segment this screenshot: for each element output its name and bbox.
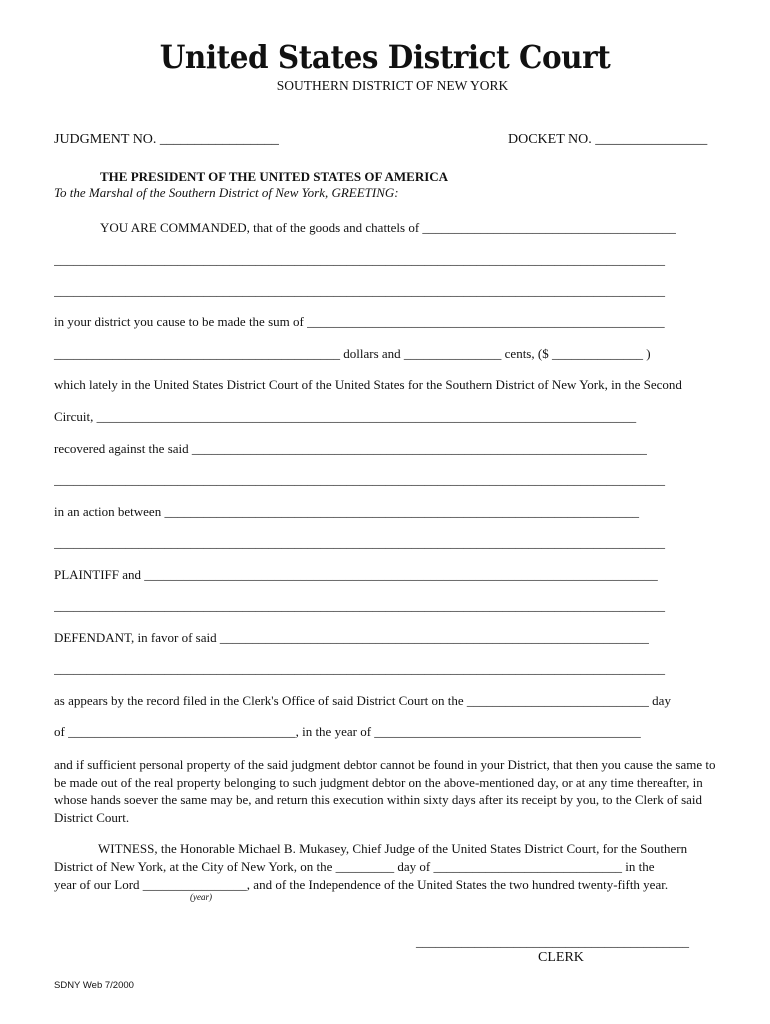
circuit-line[interactable]: Circuit, ___________________________________________________________________________________ <box>54 409 637 424</box>
president-heading: THE PRESIDENT OF THE UNITED STATES OF AMERICA <box>100 169 449 184</box>
action-between-line[interactable]: in an action between _________________________________________________________________________ <box>54 504 639 519</box>
sufficient-property-paragraph: and if sufficient personal property of the said judgment debtor cannot be found in your District, that then you cause the same to be made out of the real property belonging to such judgment debtor on the above-mentioned day, or at any time thereafter, in whose hands soever the same may be, and return this execution within sixty days after its receipt by you, to the Clerk of said District Court. <box>54 757 716 825</box>
blank-line-4[interactable]: ______________________________________________________________________________________________ <box>54 535 665 550</box>
blank-line-3[interactable]: ______________________________________________________________________________________________ <box>54 472 665 487</box>
plaintiff-line[interactable]: PLAINTIFF and _______________________________________________________________________________ <box>54 567 658 582</box>
witness-line-2[interactable]: District of New York, at the City of New York, on the _________ day of _____________________________ in the <box>54 859 655 874</box>
court-title: United States District Court <box>159 38 611 76</box>
judgment-number-field[interactable]: JUDGMENT NO. _________________ <box>54 132 279 147</box>
blank-line-1[interactable]: ______________________________________________________________________________________________ <box>54 252 665 267</box>
district-name: SOUTHERN DISTRICT OF NEW YORK <box>276 78 509 93</box>
marshal-greeting: To the Marshal of the Southern District of New York, GREETING: <box>54 185 399 200</box>
docket-number-field[interactable]: DOCKET NO. ________________ <box>508 132 708 147</box>
witness-line-1: WITNESS, the Honorable Michael B. Mukasey, Chief Judge of the United States District Court, for the Southern <box>98 841 688 856</box>
year-caption: (year) <box>190 892 212 902</box>
sum-line[interactable]: in your district you cause to be made the sum of _______________________________________________________ <box>54 314 665 329</box>
commanded-line[interactable]: YOU ARE COMMANDED, that of the goods and chattels of _______________________________________ <box>100 220 676 235</box>
clerk-label: CLERK <box>538 950 584 965</box>
defendant-line[interactable]: DEFENDANT, in favor of said __________________________________________________________________ <box>54 630 649 645</box>
record-filed-line[interactable]: as appears by the record filed in the Clerk's Office of said District Court on the ____________________________ day <box>54 693 671 708</box>
clerk-signature-line[interactable]: __________________________________________ <box>416 934 689 949</box>
blank-line-6[interactable]: ______________________________________________________________________________________________ <box>54 661 665 676</box>
witness-line-3[interactable]: year of our Lord ________________, and of the Independence of the United States the two hundred twenty-fifth year. <box>54 877 669 892</box>
court-reference-line: which lately in the United States District Court of the United States for the Southern District of New York, in the Second <box>54 377 682 392</box>
dollars-cents-line[interactable]: ____________________________________________ dollars and _______________ cents, ($ ______________ ) <box>54 346 651 361</box>
blank-line-2[interactable]: ______________________________________________________________________________________________ <box>54 283 665 298</box>
blank-line-5[interactable]: ______________________________________________________________________________________________ <box>54 598 665 613</box>
recovered-against-line[interactable]: recovered against the said ______________________________________________________________________ <box>54 441 647 456</box>
form-code: SDNY Web 7/2000 <box>54 980 134 991</box>
of-year-line[interactable]: of ___________________________________, in the year of _________________________________________ <box>54 724 641 739</box>
